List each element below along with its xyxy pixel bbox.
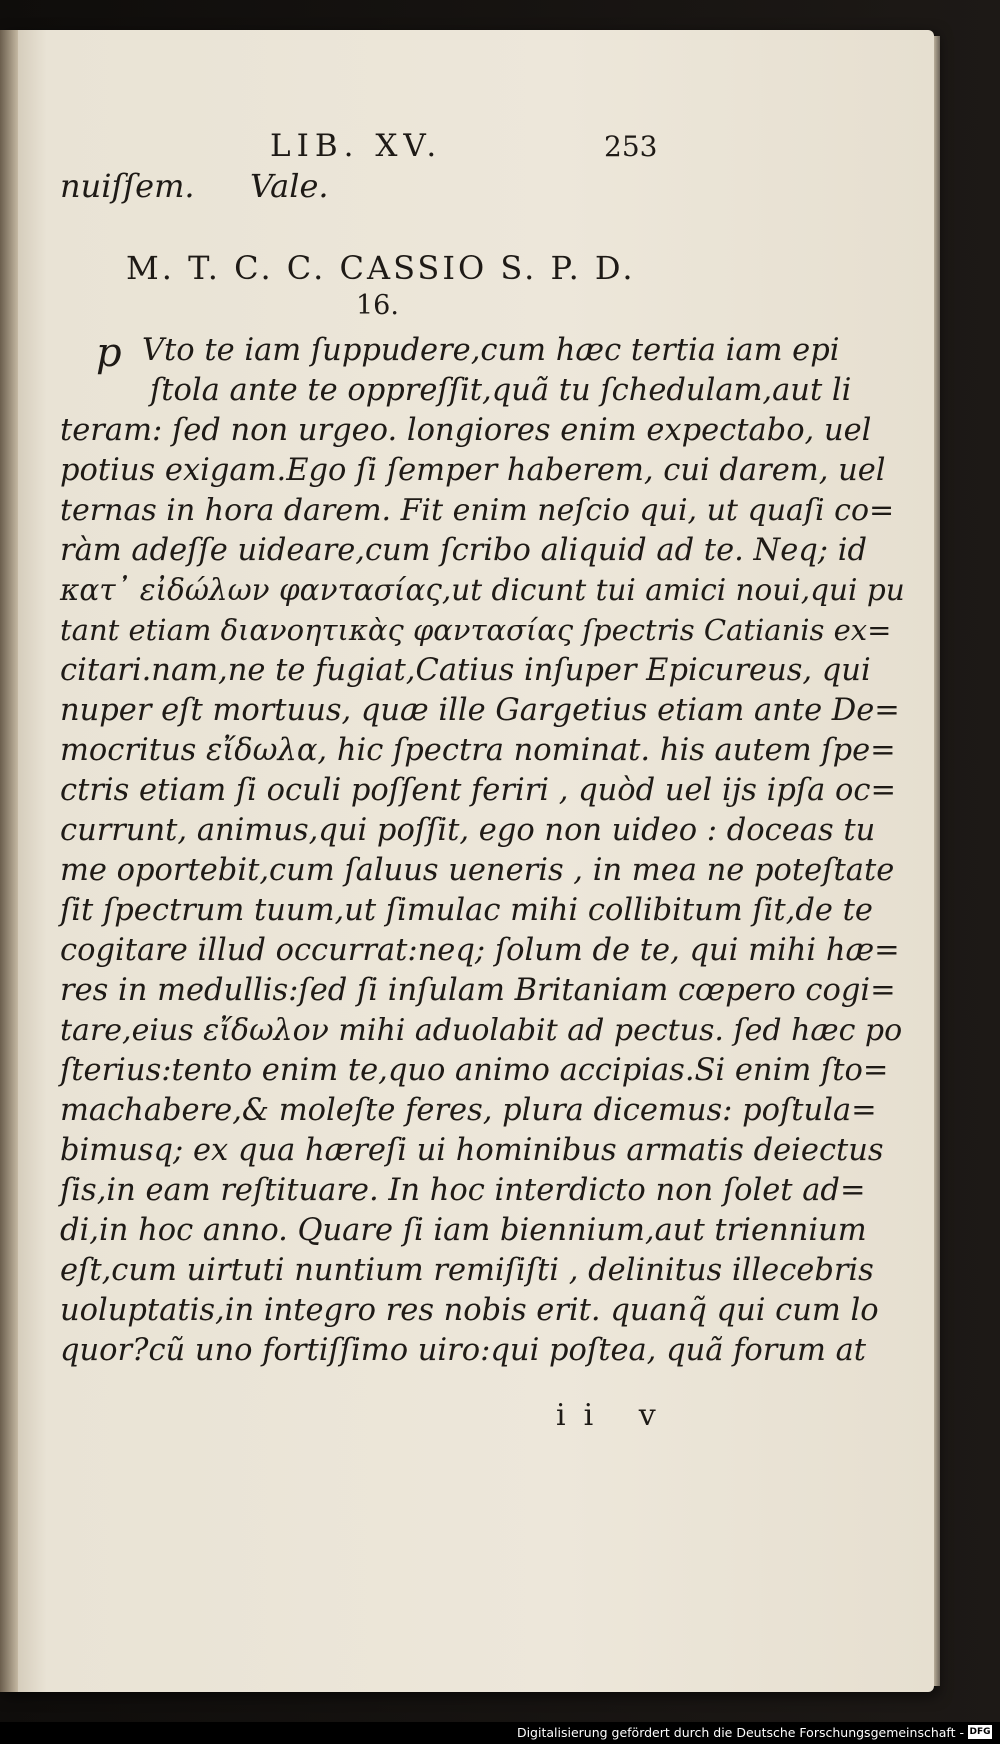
text-line: res in medullis:ſed ſi inſulam Britaniam cœpero cogi=	[60, 973, 896, 1008]
page-gutter	[0, 30, 18, 1692]
text-line: uoluptatis,in integro res nobis erit. quanq̃ qui cum lo	[60, 1293, 879, 1328]
text-line: ſtola ante te oppreſſit,quã tu ſchedulam,aut li	[150, 373, 852, 408]
initial-letter: p	[96, 330, 122, 376]
vale-closing: Vale.	[250, 167, 329, 205]
running-header: LIB. XV.	[270, 128, 443, 164]
text-line: ſit ſpectrum tuum,ut ſimulac mihi collibitum ſit,de te	[60, 893, 873, 928]
text-line: nuper eſt mortuus, quæ ille Gargetius etiam ante De=	[60, 693, 900, 728]
dfg-logo: DFG	[969, 1727, 991, 1737]
text-line: κατ᾽ εἰδώλων φαντασίας,ut dicunt tui amici noui,qui pu	[60, 573, 905, 607]
text-line: ternas in hora darem. Fit enim neſcio qui, ut quaſi co=	[60, 493, 895, 528]
text-line: eſt,cum uirtuti nuntium remiſiſti , delinitus illecebris	[60, 1253, 874, 1288]
text-line: cogitare illud occurrat:neq; ſolum de te, qui mihi hæ=	[60, 933, 900, 968]
signature-mark: ii v	[556, 1398, 674, 1433]
text-line: citari.nam,ne te fugiat,Catius inſuper Epicureus, qui	[60, 653, 871, 688]
opening-word: nuiſſem.	[60, 167, 195, 205]
text-line: tant etiam διανοητικὰς φαντασίας ſpectris Catianis ex=	[60, 613, 892, 647]
text-line: mocritus εἴδωλα, hic ſpectra nominat. his autem ſpe=	[60, 733, 896, 768]
text-line: Vto te iam ſuppudere,cum hæc tertia iam epi	[142, 333, 840, 368]
digitization-credit: Digitalisierung gefördert durch die Deutsche Forschungsgemeinschaft -	[516, 1725, 964, 1740]
text-line: ſis,in eam reſtituare. In hoc interdicto non ſolet ad=	[60, 1173, 866, 1208]
text-line: ſterius:tento enim te,quo animo accipias.Si enim ſto=	[60, 1053, 889, 1088]
text-line: machabere,& moleſte feres, plura dicemus: poſtula=	[60, 1093, 877, 1128]
page-number: 253	[604, 130, 658, 163]
text-line: bimusq; ex qua hæreſi ui hominibus armatis deiectus	[60, 1133, 884, 1168]
text-line: currunt, animus,qui poſſit, ego non uideo : doceas tu	[60, 813, 876, 848]
text-line: tare,eius εἴδωλον mihi aduolabit ad pectus. ſed hæc po	[60, 1013, 903, 1048]
text-line: ràm adeſſe uideare,cum ſcribo aliquid ad te. Neq; id	[60, 533, 868, 568]
text-line: potius exigam.Ego ſi ſemper haberem, cui darem, uel	[60, 453, 886, 488]
text-line: quor?cũ uno fortiſſimo uiro:qui poſtea, quã forum at	[60, 1333, 867, 1368]
page-edge	[934, 36, 940, 1686]
letter-salutation: M. T. C. C. CASSIO S. P. D.	[126, 249, 636, 287]
text-line: ctris etiam ſi oculi poſſent feriri , quòd uel ijs ipſa oc=	[60, 773, 897, 808]
text-line: teram: ſed non urgeo. longiores enim expectabo, uel	[60, 413, 872, 448]
text-line: di,in hoc anno. Quare ſi iam biennium,aut triennium	[60, 1213, 867, 1248]
letter-number: 16.	[356, 290, 399, 321]
text-line: me oportebit,cum ſaluus ueneris , in mea ne poteſtate	[60, 853, 895, 888]
